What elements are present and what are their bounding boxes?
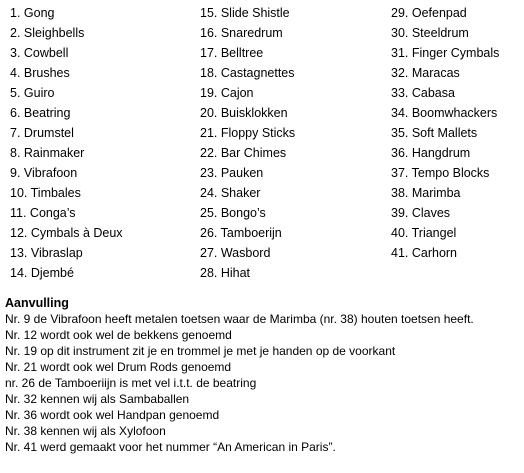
supplement-notes	[5, 311, 520, 455]
list-item: 40. Triangel	[391, 226, 457, 240]
list-item: 12. Cymbals à Deux	[10, 226, 123, 240]
list-item: 8. Rainmaker	[10, 146, 85, 160]
list-item: 13. Vibraslap	[10, 246, 83, 260]
note-line: Nr. 36 wordt ook wel Handpan genoemd	[5, 408, 220, 422]
list-item: 32. Maracas	[391, 66, 460, 80]
list-item: 36. Hangdrum	[391, 146, 471, 160]
list-item: 19. Cajon	[200, 86, 254, 100]
list-item: 24. Shaker	[200, 186, 261, 200]
list-item: 14. Djembé	[10, 266, 74, 280]
list-item: 10. Timbales	[10, 186, 81, 200]
list-item: 18. Castagnettes	[200, 66, 295, 80]
list-item: 35. Soft Mallets	[391, 126, 478, 140]
list-item: 22. Bar Chimes	[200, 146, 287, 160]
list-item: 3. Cowbell	[10, 46, 69, 60]
list-item: 25. Bongo’s	[200, 206, 266, 220]
note-line: Nr. 32 kennen wij als Sambaballen	[5, 392, 190, 406]
list-item: 15. Slide Shistle	[200, 6, 290, 20]
list-item: 5. Guiro	[10, 86, 55, 100]
note-line: nr. 26 de Tamboeriijn is met vel i.t.t. de beatring	[5, 376, 257, 390]
note-line: Nr. 12 wordt ook wel de bekkens genoemd	[5, 328, 232, 342]
note-line: Nr. 41 werd gemaakt voor het nummer “An American in Paris”.	[5, 440, 336, 454]
list-item: 6. Beatring	[10, 106, 71, 120]
note-line: Nr. 9 de Vibrafoon heeft metalen toetsen waar de Marimba (nr. 38) houten toetsen heeft.	[5, 312, 474, 326]
list-item: 29. Oefenpad	[391, 6, 467, 20]
list-item: 2. Sleighbells	[10, 26, 85, 40]
list-item: 17. Belltree	[200, 46, 264, 60]
list-item: 30. Steeldrum	[391, 26, 469, 40]
list-item: 34. Boomwhackers	[391, 106, 498, 120]
supplement-heading: Aanvulling	[5, 296, 69, 310]
list-item: 28. Hihat	[200, 266, 251, 280]
list-item: 23. Pauken	[200, 166, 264, 180]
list-item: 4. Brushes	[10, 66, 70, 80]
instrument-column-3	[391, 3, 499, 263]
list-item: 26. Tamboerijn	[200, 226, 282, 240]
note-line: Nr. 38 kennen wij als Xylofoon	[5, 424, 166, 438]
list-item: 9. Vibrafoon	[10, 166, 78, 180]
note-line: Nr. 21 wordt ook wel Drum Rods genoemd	[5, 360, 232, 374]
note-line: Nr. 19 op dit instrument zit je en trommel je met je handen op de voorkant	[5, 344, 396, 358]
list-item: 33. Cabasa	[391, 86, 455, 100]
list-item: 11. Conga’s	[10, 206, 76, 220]
list-item: 39. Claves	[391, 206, 451, 220]
list-item: 21. Floppy Sticks	[200, 126, 296, 140]
list-item: 37. Tempo Blocks	[391, 166, 490, 180]
list-item: 41. Carhorn	[391, 246, 458, 260]
instrument-column-1	[10, 3, 123, 283]
list-item: 1. Gong	[10, 6, 55, 20]
instrument-list	[10, 3, 520, 283]
list-item: 16. Snaredrum	[200, 26, 283, 40]
list-item: 38. Marimba	[391, 186, 461, 200]
list-item: 7. Drumstel	[10, 126, 74, 140]
list-item: 31. Finger Cymbals	[391, 46, 500, 60]
list-item: 27. Wasbord	[200, 246, 271, 260]
list-item: 20. Buisklokken	[200, 106, 288, 120]
instrument-column-2	[200, 3, 295, 283]
